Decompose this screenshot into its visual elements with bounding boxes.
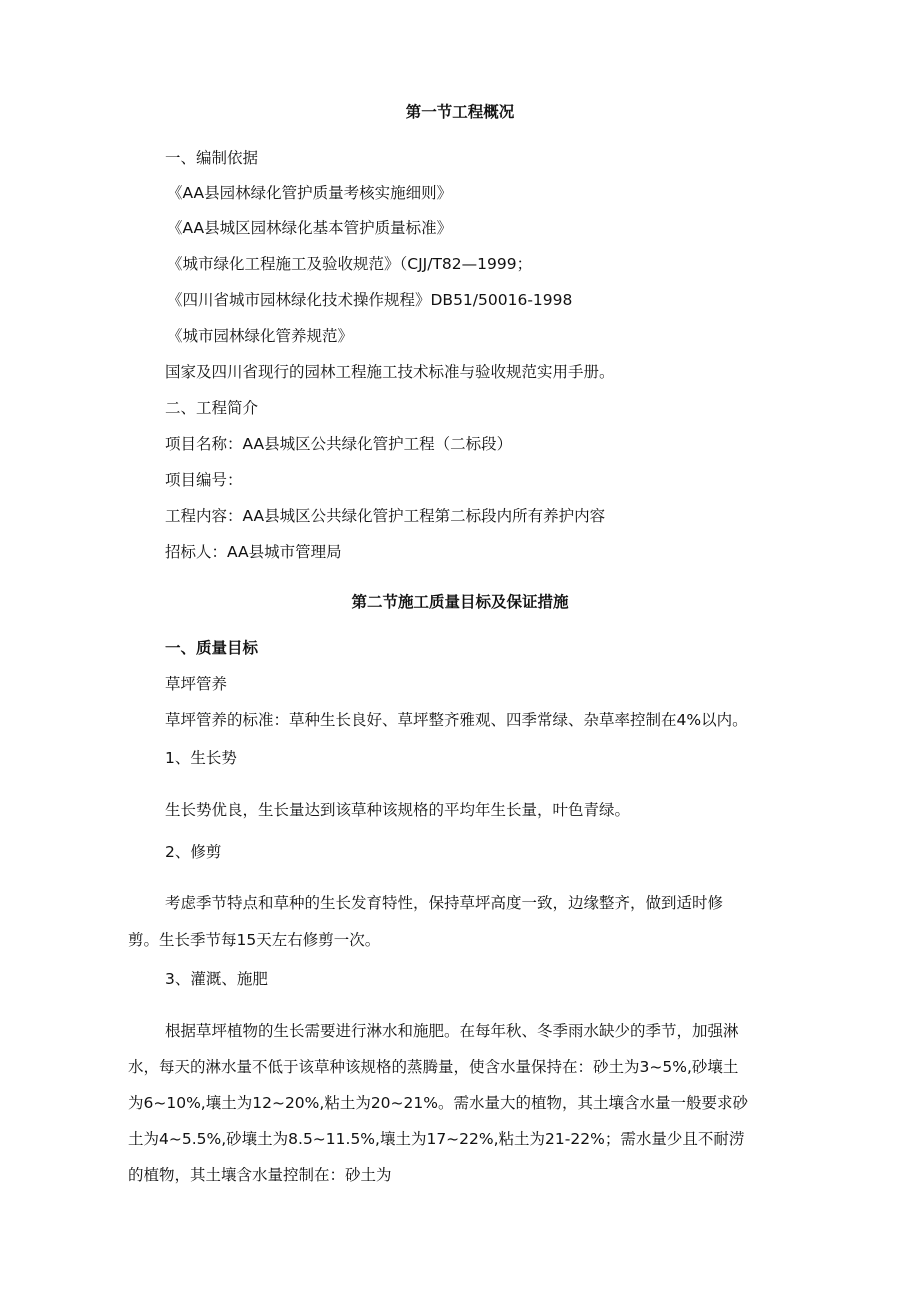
quality-heading: 一、质量目标 [165, 639, 259, 657]
water-heading: 3、灌溉、施肥 [165, 970, 268, 988]
lawn-standard: 草坪管养的标准：草种生长良好、草坪整齐雅观、四季常绿、杂草率控制在4%以内。 [165, 711, 748, 729]
basis-item: 《城市绿化工程施工及验收规范》（CJJ/T82—1999； [167, 255, 533, 273]
basis-item: 《AA县园林绿化管护质量考核实施细则》 [167, 184, 453, 202]
trim-heading: 2、修剪 [165, 843, 222, 861]
basis-item: 《AA县城区园林绿化基本管护质量标准》 [167, 219, 453, 237]
basis-heading: 一、编制依据 [165, 149, 259, 167]
lawn-heading: 草坪管养 [165, 675, 228, 693]
basis-note: 国家及四川省现行的园林工程施工技术标准与验收规范实用手册。 [165, 363, 615, 381]
project-name: 项目名称：AA县城区公共绿化管护工程（二标段） [165, 435, 513, 453]
project-number: 项目编号： [165, 471, 243, 489]
basis-item: 《四川省城市园林绿化技术操作规程》DB51/50016-1998 [167, 291, 573, 309]
water-text-line: 水，每天的淋水量不低于该草种该规格的蒸腾量，使含水量保持在：砂土为3~5%,砂壤土 [128, 1058, 739, 1076]
tenderer: 招标人：AA县城市管理局 [165, 543, 342, 561]
trim-text-line: 考虑季节特点和草种的生长发育特性，保持草坪高度一致，边缘整齐，做到适时修 [165, 894, 724, 912]
water-text-line: 为6~10%,壤土为12~20%,粘土为20~21%。需水量大的植物，其土壤含水量一般要求砂 [128, 1094, 748, 1112]
water-text-line: 根据草坪植物的生长需要进行淋水和施肥。在每年秋、冬季雨水缺少的季节，加强淋 [165, 1022, 739, 1040]
growth-heading: 1、生长势 [165, 749, 237, 767]
project-content: 工程内容：AA县城区公共绿化管护工程第二标段内所有养护内容 [165, 507, 606, 525]
water-text-line: 土为4~5.5%,砂壤土为8.5~11.5%,壤土为17~22%,粘土为21-22%；需水量少且不耐涝 [128, 1130, 745, 1148]
section-2-title: 第二节施工质量目标及保证措施 [351, 593, 569, 611]
intro-heading: 二、工程简介 [165, 399, 259, 417]
water-text-line: 的植物，其土壤含水量控制在：砂土为 [128, 1166, 392, 1184]
basis-item: 《城市园林绿化管养规范》 [167, 327, 354, 345]
trim-text-line: 剪。生长季节每15天左右修剪一次。 [128, 931, 381, 949]
section-1-title: 第一节工程概况 [405, 103, 515, 121]
growth-text: 生长势优良，生长量达到该草种该规格的平均年生长量，叶色青绿。 [165, 801, 631, 819]
